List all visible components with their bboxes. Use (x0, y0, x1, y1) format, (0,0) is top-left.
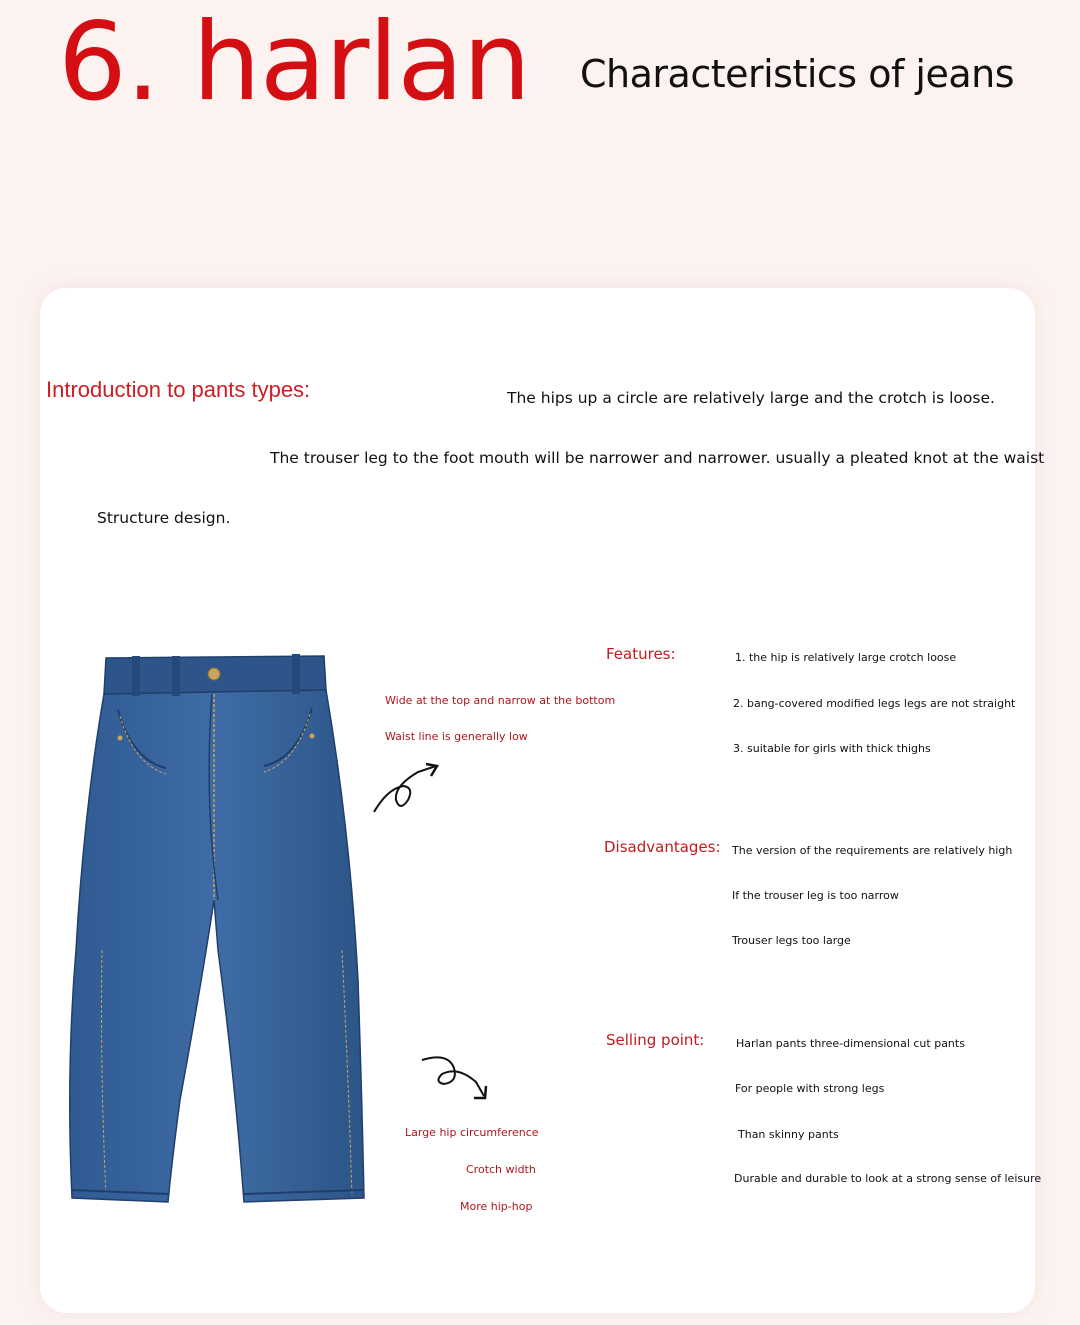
note-wide-top: Wide at the top and narrow at the bottom (385, 694, 616, 707)
note-crotch-width: Crotch width (466, 1163, 536, 1176)
note-waist-low: Waist line is generally low (385, 730, 528, 743)
selling-item: Than skinny pants (738, 1128, 839, 1141)
jeans-illustration (62, 650, 372, 1215)
features-item: 2. bang-covered modified legs legs are not straight (733, 697, 1016, 710)
note-hip-circumference: Large hip circumference (405, 1126, 539, 1139)
curly-arrow-up-icon (370, 760, 445, 818)
note-hip-hop: More hip-hop (460, 1200, 533, 1213)
intro-line-1: The hips up a circle are relatively large and the crotch is loose. (507, 389, 995, 407)
selling-item: Durable and durable to look at a strong sense of leisure (734, 1172, 1042, 1185)
intro-heading: Introduction to pants types: (46, 377, 311, 402)
disadvantages-item: Trouser legs too large (732, 934, 851, 947)
selling-heading: Selling point: (606, 1031, 705, 1049)
intro-line-3: Structure design. (97, 509, 231, 527)
features-item: 3. suitable for girls with thick thighs (733, 742, 931, 755)
features-heading: Features: (606, 645, 676, 663)
selling-item: For people with strong legs (735, 1082, 885, 1095)
selling-item: Harlan pants three-dimensional cut pants (736, 1037, 965, 1050)
page-subtitle: Characteristics of jeans (580, 52, 1014, 96)
disadvantages-heading: Disadvantages: (604, 838, 721, 856)
features-item: 1. the hip is relatively large crotch loose (735, 651, 957, 664)
page-title: 6. harlan (58, 0, 531, 125)
disadvantages-item: The version of the requirements are relatively high (732, 844, 1013, 857)
disadvantages-item: If the trouser leg is too narrow (732, 889, 899, 902)
intro-line-2: The trouser leg to the foot mouth will be narrower and narrower. usually a pleated knot at the waist (270, 449, 1045, 467)
curly-arrow-down-icon (418, 1052, 493, 1104)
